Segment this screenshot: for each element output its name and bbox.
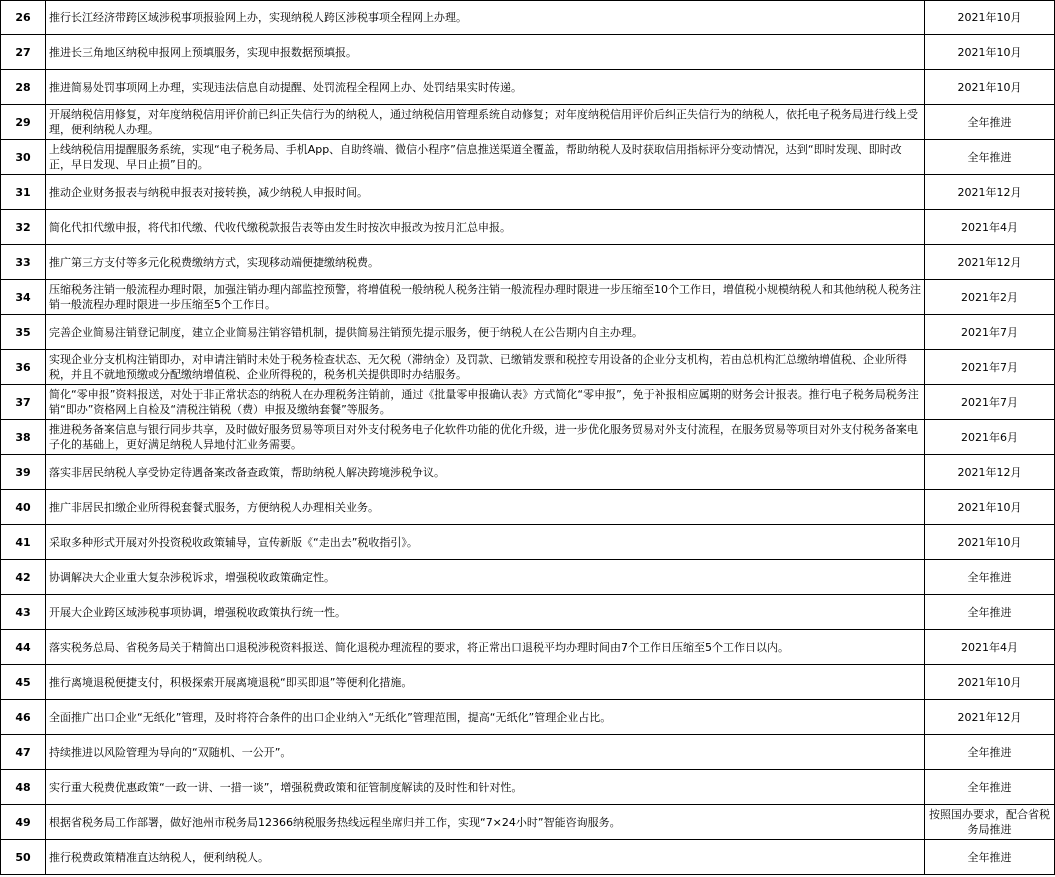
table-row [1,700,1055,735]
measure-text: 推行长江经济带跨区域涉税事项报验网上办，实现纳税人跨区涉税事项全程网上办理。 [46,1,925,35]
deadline-cell: 2021年4月 [925,630,1055,665]
measure-text: 推广非居民扣缴企业所得税套餐式服务，方便纳税人办理相关业务。 [46,490,925,525]
deadline-cell: 全年推进 [925,595,1055,630]
table-row [1,770,1055,805]
row-number: 49 [1,805,46,840]
table-row [1,595,1055,630]
measure-text: 落实税务总局、省税务局关于精简出口退税涉税资料报送、简化退税办理流程的要求，将正常出口退税平均办理时间由7个工作日压缩至5个工作日以内。 [46,630,925,665]
row-number: 45 [1,665,46,700]
table-row [1,210,1055,245]
table-row [1,35,1055,70]
deadline-cell: 全年推进 [925,840,1055,875]
table-row [1,490,1055,525]
row-number: 41 [1,525,46,560]
row-number: 35 [1,315,46,350]
row-number: 32 [1,210,46,245]
table-row [1,420,1055,455]
deadline-cell: 全年推进 [925,105,1055,140]
row-number: 30 [1,140,46,175]
measure-text: 持续推进以风险管理为导向的“双随机、一公开”。 [46,735,925,770]
deadline-cell: 2021年10月 [925,490,1055,525]
measure-text: 采取多种形式开展对外投资税收政策辅导，宣传新版《“走出去”税收指引》。 [46,525,925,560]
deadline-cell: 2021年4月 [925,210,1055,245]
deadline-cell: 按照国办要求，配合省税务局推进 [925,805,1055,840]
row-number: 43 [1,595,46,630]
table-row [1,665,1055,700]
deadline-cell: 全年推进 [925,560,1055,595]
table-row [1,630,1055,665]
row-number: 46 [1,700,46,735]
row-number: 44 [1,630,46,665]
row-number: 28 [1,70,46,105]
row-number: 29 [1,105,46,140]
measure-text: 简化代扣代缴申报，将代扣代缴、代收代缴税款报告表等由发生时按次申报改为按月汇总申报。 [46,210,925,245]
deadline-cell: 全年推进 [925,140,1055,175]
row-number: 40 [1,490,46,525]
measure-text: 推广第三方支付等多元化税费缴纳方式，实现移动端便捷缴纳税费。 [46,245,925,280]
table-row [1,140,1055,175]
measures-table-body [1,1,1055,875]
deadline-cell: 2021年12月 [925,245,1055,280]
row-number: 50 [1,840,46,875]
table-row [1,70,1055,105]
row-number: 36 [1,350,46,385]
measure-text: 完善企业简易注销登记制度，建立企业简易注销容错机制，提供简易注销预先提示服务，便于纳税人在公告期内自主办理。 [46,315,925,350]
deadline-cell: 2021年10月 [925,1,1055,35]
deadline-cell: 2021年12月 [925,175,1055,210]
table-row [1,385,1055,420]
measure-text: 推动企业财务报表与纳税申报表对接转换，减少纳税人申报时间。 [46,175,925,210]
measure-text: 实现企业分支机构注销即办，对申请注销时未处于税务检查状态、无欠税（滞纳金）及罚款、已缴销发票和税控专用设备的企业分支机构，若由总机构汇总缴纳增值税、企业所得税，并且不就地预缴或分配缴纳增值税、企业所得税的，税务机关提供即时办结服务。 [46,350,925,385]
deadline-cell: 全年推进 [925,735,1055,770]
measure-text: 根据省税务局工作部署，做好池州市税务局12366纳税服务热线远程坐席归并工作，实现“7×24小时”智能咨询服务。 [46,805,925,840]
measure-text: 推行税费政策精准直达纳税人，便利纳税人。 [46,840,925,875]
deadline-cell: 2021年12月 [925,700,1055,735]
row-number: 33 [1,245,46,280]
table-row [1,175,1055,210]
table-row [1,560,1055,595]
deadline-cell: 2021年7月 [925,385,1055,420]
deadline-cell: 2021年7月 [925,315,1055,350]
row-number: 47 [1,735,46,770]
deadline-cell: 2021年10月 [925,665,1055,700]
row-number: 48 [1,770,46,805]
measure-text: 推进简易处罚事项网上办理，实现违法信息自动提醒、处罚流程全程网上办、处罚结果实时传递。 [46,70,925,105]
table-row [1,840,1055,875]
table-row [1,280,1055,315]
deadline-cell: 2021年12月 [925,455,1055,490]
measure-text: 全面推广出口企业“无纸化”管理，及时将符合条件的出口企业纳入“无纸化”管理范围，提高“无纸化”管理企业占比。 [46,700,925,735]
row-number: 27 [1,35,46,70]
measure-text: 简化“零申报”资料报送，对处于非正常状态的纳税人在办理税务注销前，通过《批量零申报确认表》方式简化“零申报”，免于补报相应属期的财务会计报表。推行电子税务局税务注销“即办”资格网上自检及“清税注销税（费）申报及缴纳套餐”等服务。 [46,385,925,420]
deadline-cell: 2021年10月 [925,35,1055,70]
table-row [1,350,1055,385]
measure-text: 压缩税务注销一般流程办理时限，加强注销办理内部监控预警，将增值税一般纳税人税务注销一般流程办理时限进一步压缩至10个工作日，增值税小规模纳税人和其他纳税人税务注销一般流程办理时限进一步压缩至5个工作日。 [46,280,925,315]
row-number: 42 [1,560,46,595]
table-row [1,805,1055,840]
table-row [1,105,1055,140]
measure-text: 开展大企业跨区域涉税事项协调，增强税收政策执行统一性。 [46,595,925,630]
table-row [1,245,1055,280]
table-row [1,525,1055,560]
measure-text: 推行离境退税便捷支付，积极探索开展离境退税“即买即退”等便利化措施。 [46,665,925,700]
measure-text: 实行重大税费优惠政策“一政一讲、一措一谈”，增强税费政策和征管制度解读的及时性和针对性。 [46,770,925,805]
row-number: 34 [1,280,46,315]
deadline-cell: 2021年10月 [925,525,1055,560]
table-row [1,315,1055,350]
deadline-cell: 2021年6月 [925,420,1055,455]
table-row [1,455,1055,490]
row-number: 37 [1,385,46,420]
measure-text: 协调解决大企业重大复杂涉税诉求，增强税收政策确定性。 [46,560,925,595]
measure-text: 推进长三角地区纳税申报网上预填服务，实现申报数据预填报。 [46,35,925,70]
measure-text: 落实非居民纳税人享受协定待遇备案改备查政策，帮助纳税人解决跨境涉税争议。 [46,455,925,490]
row-number: 38 [1,420,46,455]
deadline-cell: 2021年7月 [925,350,1055,385]
table-row [1,735,1055,770]
deadline-cell: 2021年2月 [925,280,1055,315]
deadline-cell: 全年推进 [925,770,1055,805]
row-number: 31 [1,175,46,210]
measure-text: 上线纳税信用提醒服务系统，实现“电子税务局、手机App、自助终端、微信小程序”信息推送渠道全覆盖，帮助纳税人及时获取信用指标评分变动情况，达到“即时发现、即时改正，早日发现、早日止损”目的。 [46,140,925,175]
row-number: 26 [1,1,46,35]
measure-text: 开展纳税信用修复，对年度纳税信用评价前已纠正失信行为的纳税人，通过纳税信用管理系统自动修复；对年度纳税信用评价后纠正失信行为的纳税人，依托电子税务局进行线上受理，便利纳税人办理。 [46,105,925,140]
table-row [1,1,1055,35]
deadline-cell: 2021年10月 [925,70,1055,105]
measure-text: 推进税务备案信息与银行同步共享，及时做好服务贸易等项目对外支付税务电子化软件功能的优化升级，进一步优化服务贸易对外支付流程，在服务贸易等项目对外支付税务备案电子化的基础上，更好满足纳税人异地付汇业务需要。 [46,420,925,455]
row-number: 39 [1,455,46,490]
